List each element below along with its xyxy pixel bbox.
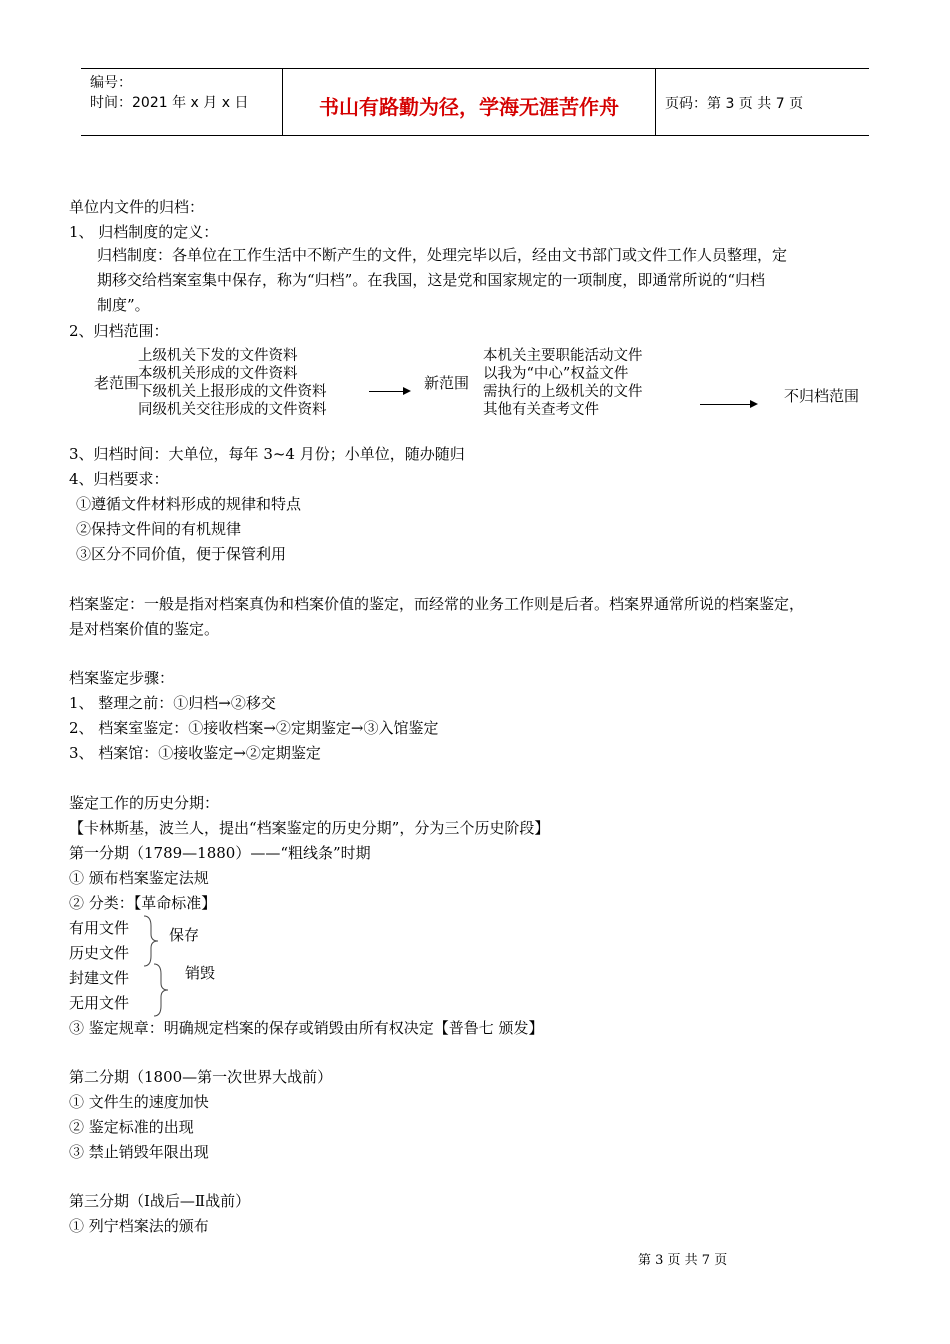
doc-type: 历史文件: [69, 944, 130, 962]
text-line: 是对档案价值的鉴定。: [69, 620, 220, 638]
list-item: 1、 整理之前：①归档→②移交: [69, 694, 276, 712]
section-title-history: 鉴定工作的历史分期：: [69, 794, 220, 812]
list-item: 本级机关形成的文件资料: [138, 366, 298, 382]
list-item: ③区分不同价值，便于保管利用: [76, 545, 287, 563]
list-item: ③ 禁止销毁年限出现: [69, 1143, 209, 1161]
list-item: 上级机关下发的文件资料: [138, 348, 298, 364]
list-item: ② 分类：【革命标准】: [69, 894, 217, 912]
list-item: 下级机关上报形成的文件资料: [138, 384, 327, 400]
section-title-archiving: 单位内文件的归档：: [69, 198, 205, 216]
header-motto: 书山有路勤为径，学海无涯苦作舟: [319, 95, 619, 119]
doc-type: 无用文件: [69, 994, 130, 1012]
brace-icon: [150, 962, 174, 1018]
header-divider: [655, 69, 656, 135]
list-item: ②保持文件间的有机规律: [76, 520, 242, 538]
list-item: 4、归档要求：: [69, 470, 169, 488]
list-item: 其他有关查考文件: [483, 402, 599, 418]
appraisal-definition: [69, 592, 899, 642]
text-line: 归档制度：各单位在工作生活中不断产生的文件，处理完毕以后，经由文书部门或文件工作人员整理，定: [97, 246, 788, 264]
doc-type: 有用文件: [69, 919, 130, 937]
header-page-code: 页码：第 3 页 共 7 页: [665, 96, 804, 112]
arrow-right-icon: [700, 404, 756, 405]
list-item: ① 文件生的速度加快: [69, 1093, 209, 1111]
definition-paragraph: [97, 243, 887, 318]
list-item: 2、 档案室鉴定：①接收档案→②定期鉴定→③入馆鉴定: [69, 719, 439, 737]
page-footer: 第 3 页 共 7 页: [638, 1253, 728, 1268]
list-item: 同级机关交往形成的文件资料: [138, 402, 327, 418]
list-item: ①遵循文件材料形成的规律和特点: [76, 495, 302, 513]
list-item: 以我为“中心”权益文件: [483, 366, 629, 382]
list-item: 3、归档时间：大单位，每年 3~4 月份；小单位，随办随归: [69, 445, 465, 463]
keep-label: 保存: [169, 926, 200, 944]
list-item: 2、归档范围：: [69, 322, 169, 340]
list-item: ① 列宁档案法的颁布: [69, 1217, 209, 1235]
list-item: 本机关主要职能活动文件: [483, 348, 643, 364]
text-line: 档案鉴定：一般是指对档案真伪和档案价值的鉴定，而经常的业务工作则是后者。档案界通常所说的档案鉴定，: [69, 595, 805, 613]
time-label: 时间：2021 年 x 月 x 日: [90, 95, 249, 111]
history-note: 【卡林斯基，波兰人，提出“档案鉴定的历史分期”，分为三个历史阶段】: [69, 819, 550, 837]
period-title: 第二分期（1800—第一次世界大战前）: [69, 1068, 333, 1086]
list-item: ② 鉴定标准的出现: [69, 1118, 194, 1136]
excluded-scope-label: 不归档范围: [784, 387, 860, 405]
new-scope-label: 新范围: [424, 374, 470, 392]
list-item: ① 颁布档案鉴定法规: [69, 869, 209, 887]
text-line: 制度”。: [97, 296, 150, 314]
doc-type: 封建文件: [69, 969, 130, 987]
header-meta: [90, 73, 248, 113]
text-line: 期移交给档案室集中保存，称为“归档”。在我国，这是党和国家规定的一项制度，即通常所说的“归档: [97, 271, 766, 289]
old-scope-label: 老范围: [94, 374, 140, 392]
section-title-steps: 档案鉴定步骤：: [69, 669, 175, 687]
list-item: 1、 归档制度的定义：: [69, 223, 219, 241]
header-table: [81, 68, 869, 136]
brace-icon: [140, 914, 164, 968]
period-title: 第一分期（1789—1880）——“粗线条”时期: [69, 844, 371, 862]
old-scope-list: [138, 347, 327, 419]
list-item: 需执行的上级机关的文件: [483, 384, 643, 400]
new-scope-list: [483, 347, 643, 419]
number-label: 编号：: [90, 75, 132, 91]
period-title: 第三分期（Ⅰ战后—Ⅱ战前）: [69, 1192, 251, 1210]
list-item: ③ 鉴定规章：明确规定档案的保存或销毁由所有权决定【普鲁七 颁发】: [69, 1019, 544, 1037]
list-item: 3、 档案馆：①接收鉴定→②定期鉴定: [69, 744, 321, 762]
destroy-label: 销毁: [185, 964, 216, 982]
arrow-right-icon: [369, 391, 409, 392]
